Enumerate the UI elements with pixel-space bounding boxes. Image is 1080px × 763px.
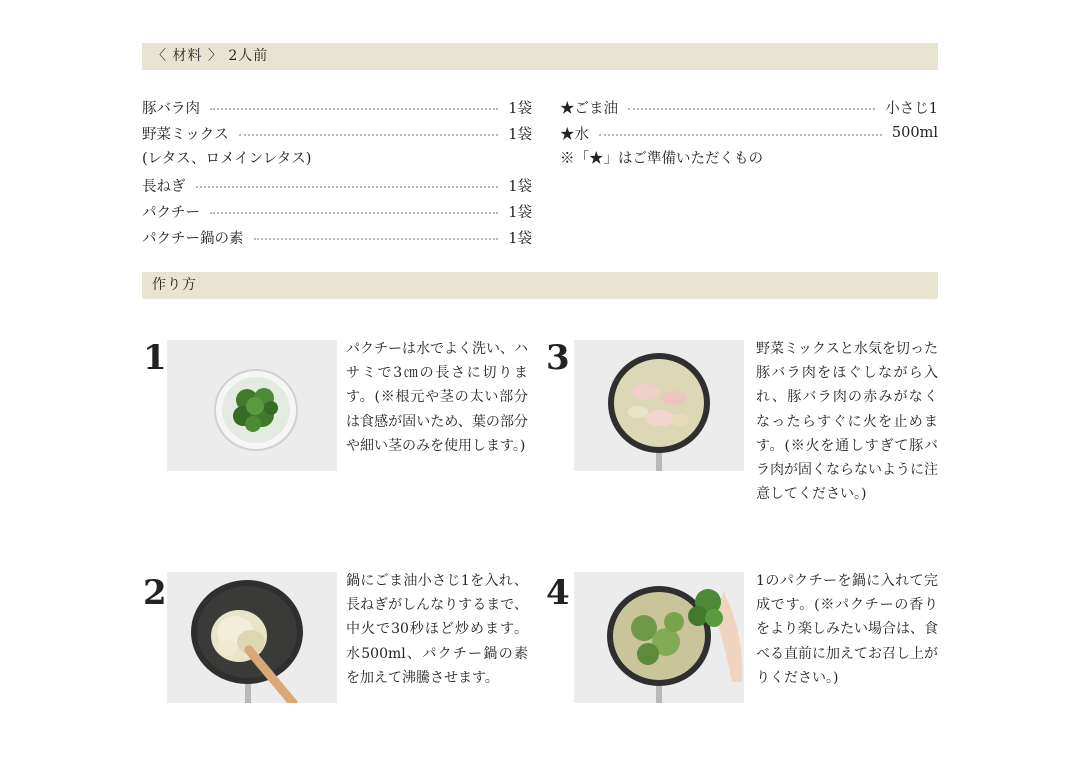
- ingredient-row: [142, 94, 532, 120]
- step-number: 4: [546, 573, 570, 613]
- ingredient-row: [560, 94, 938, 120]
- simmering-pork-pan-photo: [574, 340, 744, 471]
- ingredient-row: [142, 120, 532, 146]
- ingredient-name: 野菜ミックス: [142, 126, 229, 143]
- step-number: 1: [143, 338, 167, 378]
- leader-dots: [239, 134, 499, 136]
- ingredient-note: (レタス、ロメインレタス): [142, 151, 312, 167]
- leader-dots: [628, 108, 875, 110]
- ingredients-right-list: [560, 94, 938, 172]
- step-text: 野菜ミックスと水気を切った豚バラ肉をほぐしながら入れ、豚バラ肉の赤みがなくなったらすぐに火を止めます。(※火を通しすぎて豚バラ肉が固くならないように注意してください。): [756, 341, 938, 503]
- ingredients-left-list: [142, 94, 532, 250]
- ingredient-name: ★ごま油: [560, 100, 618, 117]
- ingredient-row: [142, 172, 532, 198]
- ingredient-name: パクチー: [142, 204, 200, 221]
- ingredient-qty: 1袋: [508, 178, 532, 195]
- leader-dots: [196, 186, 499, 188]
- ingredient-qty: 500ml: [891, 125, 938, 141]
- ingredient-name: パクチー鍋の素: [142, 230, 244, 247]
- ingredient-qty: 小さじ1: [885, 100, 938, 117]
- chopped-coriander-bowl-photo: [167, 340, 337, 471]
- ingredient-name: ★水: [560, 126, 589, 143]
- step-number: 2: [143, 573, 167, 613]
- ingredient-name: 長ねぎ: [142, 178, 186, 195]
- ingredients-header: 〈 材料 〉 2人前: [142, 43, 938, 70]
- leader-dots: [210, 212, 498, 214]
- ingredient-row: [142, 224, 532, 250]
- step-number: 3: [546, 338, 570, 378]
- step-text: パクチーは水でよく洗い、ハサミで3㎝の長さに切ります。(※根元や茎の太い部分は食感が固いため、葉の部分や細い茎のみを使用します。): [346, 341, 528, 454]
- step-text: 1のパクチーを鍋に入れて完成です。(※パクチーの香りをより楽しみたい場合は、食べる直前に加えてお召し上がりください。): [756, 573, 938, 686]
- ingredients-note: ※「★」はご準備いただくもの: [560, 151, 763, 167]
- ingredient-qty: 1袋: [508, 126, 532, 143]
- adding-coriander-pan-photo: [574, 572, 744, 703]
- ingredient-qty: 1袋: [508, 204, 532, 221]
- ingredient-row: [142, 198, 532, 224]
- ingredient-qty: 1袋: [508, 230, 532, 247]
- step-text: 鍋にごま油小さじ1を入れ、長ねぎがしんなりするまで、中火で30秒ほど炒めます。水500ml、パクチー鍋の素を加えて沸騰させます。: [346, 573, 528, 686]
- leader-dots: [210, 108, 498, 110]
- frying-leek-pan-photo: [167, 572, 337, 703]
- ingredient-row: [560, 120, 938, 146]
- leader-dots: [254, 238, 499, 240]
- leader-dots: [599, 134, 882, 136]
- method-header: 作り方: [142, 272, 938, 299]
- ingredient-name: 豚バラ肉: [142, 100, 200, 117]
- ingredient-qty: 1袋: [508, 100, 532, 117]
